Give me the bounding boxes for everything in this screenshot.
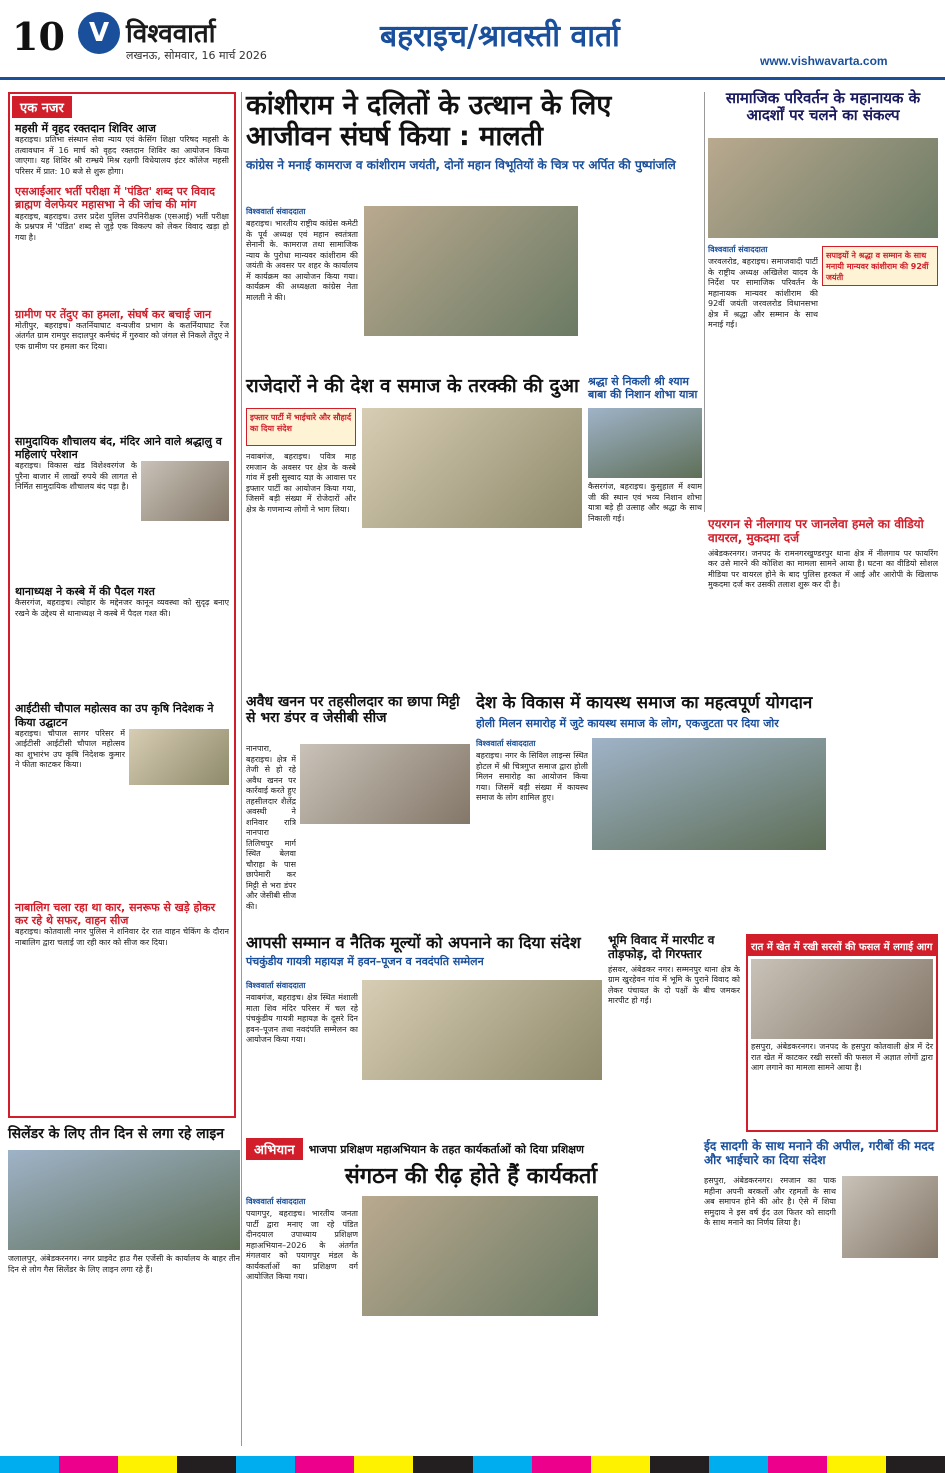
gayatri-col1	[246, 980, 358, 1143]
kayasth-body: बहराइच। नगर के सिविल लाइन्स स्थित होटल में श्री चित्रगुप्त समाज द्वारा होली मिलन समारोह का आयोजन किया गया। जिसमें बड़ी संख्या में कायस्थ समाज के लोग शामिल हुए।	[476, 751, 588, 802]
brief-headline: ग्रामीण पर तेंदुए का हमला, संघर्ष कर बचाई जान	[15, 307, 212, 321]
brief-headline: महसी में वृहद रक्तदान शिविर आज	[15, 122, 156, 135]
gayatri-photo	[362, 980, 602, 1080]
brief-headline: एसआईआर भर्ती परीक्षा में 'पंडित' शब्द पर विवाद ब्राह्मण वेलफेयर महासभा ने की जांच की मांग	[15, 185, 215, 212]
brief-body: बहराइच। प्रतिभा संस्थान सेवा न्याय एवं केसिंग शिक्षा परिषद महसी के तत्वावधान में 16 मार्च को वृहद रक्तदान शिविर का आयोजन किया जाएगा। यह शिविर श्री राम्भ्रये मिश्र रक्षगी विधेयालय इंटर कॉलेज महसी परिसर में प्रात: 10 बजे से शुरू होगा।	[15, 135, 229, 176]
rt-body-col2	[822, 292, 938, 512]
kayasth-body-col2	[592, 854, 826, 926]
right-top-story	[708, 90, 938, 125]
abhiyan-kicker: भाजपा प्रशिक्षण महाअभियान के तहत कार्यकर्ताओं को दिया प्रशिक्षण	[308, 1142, 585, 1156]
gayatri-headline: आपसी सम्मान व नैतिक मूल्यों को अपनाने का दिया संदेश	[246, 933, 581, 952]
khet-body: हसपुरा, अंबेडकरनगर। जनपद के हसपुरा कोतवाली क्षेत्र में देर रात खेत में काटकर रखी सरसों की फसल में अज्ञात लोगों द्वारा आग लगाने का मामला सामने आया है।	[751, 1042, 933, 1072]
lead-byline: विश्ववार्ता संवाददाता	[246, 207, 306, 216]
color-swatch	[295, 1456, 354, 1473]
cylinder-headline: सिलेंडर के लिए तीन दिन से लगा रहे लाइन	[8, 1126, 224, 1142]
color-swatch	[236, 1456, 295, 1473]
masthead	[0, 0, 945, 80]
bhoomi-body: हंसवर, अंबेडकर नगर। सम्मनपुर थाना क्षेत्र के ग्राम खुरहेवन गांव में भूमि के पुराने विवाद को लेकर पंचायत के दो पक्षों के बीच जमकर मारपीट हो गई।	[608, 964, 740, 1006]
rajedar-caption: इफ्तार पार्टी में भाईचारे और सौहार्द का दिया संदेश	[246, 408, 356, 446]
brief-body: बहराइच। चौपाल सागर परिसर में आईटीसी आईटीसी चौपाल महोत्सव का शुभारंभ उप कृषि निदेशक कुमार ने फीता काटकर किया।	[15, 728, 125, 770]
eid-headline: ईद सादगी के साथ मनाने की अपील, गरीबों की मदद और भाईचारे का दिया संदेश	[704, 1139, 935, 1167]
ayargan-story	[708, 518, 938, 689]
lead-body: बहराइच। भारतीय राष्ट्रीय कांग्रेस कमेटी के पूर्व अध्यक्ष एवं महान स्वतंत्रता सेनानी के. कामराज तथा सामाजिक न्याय के पुरोधा मान्यवर कांशीराम की जयंती के अवसर पर शहर के कार्यालय में कार्यक्रम का आयोजन किया गया। कार्यक्रम की अध्यक्षता कांग्रेस नेता मालती ने की।	[246, 219, 358, 302]
color-swatch	[827, 1456, 886, 1473]
abhiyan-photo	[362, 1196, 598, 1316]
color-swatch	[0, 1456, 59, 1473]
color-swatch	[59, 1456, 118, 1473]
shobha-headline: श्रद्धा से निकली श्री श्याम बाबा की निशान शोभा यात्रा	[588, 375, 698, 401]
rt-byline: विश्ववार्ता संवाददाता	[708, 245, 768, 254]
lead-body-area	[246, 206, 702, 372]
color-swatch	[532, 1456, 591, 1473]
lead-subhead: कांग्रेस ने मनाई कामराज व कांशीराम जयंती, दोनों महान विभूतियों के चित्र पर अर्पित की पुष्पांजलि	[246, 158, 676, 173]
brief-body: मोतीपुर, बहराइच। कतर्नियाघाट वन्यजीव प्रभाग के कतर्नियाघाट रेंज अंतर्गत ग्राम रामपुर सदालपुर कर्मचंद में गुरुवार को जंगल से निकले तेंदुए ने एक ग्रामीण पर हमला कर दिया।	[15, 320, 229, 351]
rajedar-body: नवाबगंज, बहराइच। पवित्र माह रमजान के अवसर पर क्षेत्र के कस्बे गांव में इसी सुस्वाद यज्ञ के आवास पर इफ्तार पार्टी का आयोजन किया गया, जिसमें बड़ी संख्या में रोजेदारों और क्षेत्र के गणमान्य लोगों ने भाग लिया।	[246, 452, 356, 514]
brief-body: बहराइच। कोतवाली नगर पुलिस ने शनिवार देर रात वाहन चेकिंग के दौरान नाबालिग द्वारा चलाई जा रही कार को सीज कर दिया।	[15, 927, 229, 947]
color-swatch	[650, 1456, 709, 1473]
rt-caption: सपाइयों ने श्रद्धा व सम्मान के साथ मनायी मान्यवर कांशीराम की 92वीं जयंती	[822, 246, 938, 286]
eid-body-col2	[704, 1264, 938, 1450]
ayargan-headline: एयरगन से नीलगाय पर जानलेवा हमले का वीडियो वायरल, मुकदमा दर्ज	[708, 517, 924, 545]
eid-portrait-photo	[842, 1176, 938, 1258]
lead-photo	[364, 206, 578, 336]
toilet-photo	[141, 461, 229, 521]
bhoomi-headline: भूमि विवाद में मारपीट व तोड़फोड़, दो गिरफ्तार	[608, 933, 715, 961]
gayatri-story	[246, 934, 602, 969]
kayasth-body-col3	[830, 738, 938, 926]
abhiyan-kicker-row	[246, 1140, 696, 1158]
shobha-body: कैसरगंज, बहराइच। कुसुहाल में श्याम जी की स्थान एवं भव्य निशान शोभा यात्रा बड़े ही उत्साह और श्रद्धा के साथ निकाली गई।	[588, 482, 702, 523]
cylinder-story	[8, 1126, 240, 1142]
avaidh-headline: अवैध खनन पर तहसीलदार का छापा मिट्टी से भरा डंपर व जेसीबी सीज	[246, 694, 460, 727]
color-swatch	[413, 1456, 472, 1473]
left-news-column	[8, 92, 236, 1118]
brand-logo-icon: V	[78, 12, 120, 54]
eid-story	[704, 1140, 938, 1168]
kayasth-story	[476, 694, 938, 731]
brief-body: बहराइच, बहराइच। उत्तर प्रदेश पुलिस उपनिरीक्षक (एसआई) भर्ती परीक्षा के प्रश्नपत्र में 'पंडित' शब्द से जुड़े एक विकल्प को लेकर विवाद खड़ा हो गया है।	[15, 211, 229, 242]
rt-byline-wrap	[708, 244, 818, 517]
gayatri-body: नवाबगंज, बहराइच। क्षेत्र स्थित मंशाली माता शिव मंदिर परिसर में चल रहे पंचकुंडीय गायत्री महायज्ञ के दूसरे दिन हवन–पूजन तथा नवदंपति सम्मेलन का आयोजन किया गया।	[246, 993, 358, 1044]
kayasth-subhead: होली मिलन समारोह में जुटे कायस्थ समाज के लोग, एकजुटता पर दिया जोर	[476, 716, 779, 730]
color-swatch	[709, 1456, 768, 1473]
brief-headline: आईटीसी चौपाल महोत्सव का उप कृषि निदेशक ने किया उद्घाटन	[15, 702, 214, 729]
print-color-strip	[0, 1456, 945, 1473]
brief-body: बहराइच। विकास खंड विशेश्वरगंज के पुरैना बाजार में लाखों रुपये की लागत से निर्मित सामुदायिक शौचालय बंद पड़ा है।	[15, 461, 137, 492]
cylinder-photo	[8, 1150, 240, 1250]
kayasth-byline: विश्ववार्ता संवाददाता	[476, 739, 536, 748]
abhiyan-col1	[246, 1196, 358, 1449]
color-swatch	[177, 1456, 236, 1473]
rt-headline: सामाजिक परिवर्तन के महानायक के आदर्शों पर चलने का संकल्प	[725, 89, 921, 125]
ayargan-body: अंबेडकरनगर। जनपद के रामनगरखुण्डरपुर थाना क्षेत्र में नीलगाय पर फायरिंग कर उसे मारने की कोशिश का मामला सामने आया है। घटना का वीडियो सोशल मीडिया पर वायरल होने के बाद पुलिस हरकत में आई और आरोपी के खिलाफ मुकदमा दर्ज कर उसकी तलाश शुरू कर दी है।	[708, 548, 938, 590]
shobha-story	[588, 376, 702, 401]
brief-headline: थानाध्यक्ष ने कस्बे में की पैदल गश्त	[15, 585, 155, 599]
website-link[interactable]: www.vishwavarta.com	[760, 54, 888, 68]
shobha-photo	[588, 408, 702, 478]
khet-headline: रात में खेत में रखी सरसों की फसल में लगाई आग	[748, 936, 936, 956]
column-divider	[704, 92, 705, 512]
color-swatch	[768, 1456, 827, 1473]
dateline: लखनऊ, सोमवार, 16 मार्च 2026	[126, 49, 267, 62]
color-swatch	[118, 1456, 177, 1473]
rajedar-story	[246, 376, 582, 398]
abhiyan-byline: विश्ववार्ता संवाददाता	[246, 1197, 306, 1206]
avaidh-story	[246, 694, 470, 726]
color-swatch	[591, 1456, 650, 1473]
rajedar-body-col2	[362, 534, 582, 688]
eid-body: हसपुरा, अंबेडकरनगर। रमजान का पाक महीना अपनी बरकतों और रहमतों के साथ अब समापन होने की ओर है। ऐसे में शिया समुदाय ने इस वर्ष ईद उल फितर को सादगी के साथ मनाने का निर्णय लिया है।	[704, 1176, 836, 1227]
page-number: 10	[12, 14, 65, 59]
lead-headline: कांशीराम ने दलितों के उत्थान के लिए आजीवन संघर्ष किया : मालती	[246, 90, 612, 153]
color-swatch	[354, 1456, 413, 1473]
bhoomi-story	[608, 934, 740, 1135]
lead-body-col3	[584, 206, 702, 372]
cylinder-body: जलालपुर, अंबेडकरनगर। नगर प्राइवेट हाउ गैस एजेंसी के कार्यालय के बाहर तीन दिन से लोग गैस सिलेंडर के लिए लाइन लगा रहे हैं।	[8, 1254, 240, 1274]
brief-body: कैसरगंज, बहराइच। त्योहार के मद्देनजर कानून व्यवस्था को सुदृढ़ बनाए रखने के उद्देश्य से थानाध्यक्ष ने कस्बे में पैदल गश्त की।	[15, 598, 229, 618]
rt-body: जरवलरोड, बहराइच। समाजवादी पार्टी के राष्ट्रीय अध्यक्ष अखिलेश यादव के निर्देश पर सामाजिक परिवर्तन के महानायक मान्यवर कांशीराम की 92वीं जयंती जरवलरोड विधानसभा क्षेत्र में श्रद्धा और सम्मान के साथ मनाई गई।	[708, 257, 818, 329]
lead-story	[246, 90, 702, 173]
brand-name: विश्ववार्ता	[126, 19, 216, 49]
abhiyan-body: पयागपुर, बहराइच। भारतीय जनता पार्टी द्वारा मनाए जा रहे पंडित दीनदयाल उपाध्याय प्रशिक्षण महाअभियान–2026 के अंतर्गत मंगलवार को पयागपुर मंडल के कार्यकर्ताओं का प्रशिक्षण वर्ग आयोजित किया गया।	[246, 1209, 358, 1281]
color-swatch	[886, 1456, 945, 1473]
brief-body-continued	[15, 807, 229, 897]
kayasth-headline: देश के विकास में कायस्थ समाज का महत्वपूर्ण योगदान	[476, 693, 813, 713]
rajedar-headline: राजेदारों ने की देश व समाज के तरक्की की दुआ	[246, 375, 579, 397]
gayatri-subhead: पंचकुंडीय गायत्री महायज्ञ में हवन–पूजन व नवदंपति सम्मेलन	[246, 955, 484, 969]
rt-photo	[708, 138, 938, 238]
color-swatch	[473, 1456, 532, 1473]
brief-headline: सामुदायिक शौचालय बंद, मंदिर आने वाले श्रद्धालु व महिलाएं परेशान	[15, 434, 222, 461]
brief-headline: नाबालिग चला रहा था कार, सनरूफ से खड़े होकर कर रहे थे सफर, वाहन सीज	[15, 900, 216, 927]
abhiyan-headline: संगठन की रीढ़ होते हैं कार्यकर्ता	[344, 1164, 598, 1189]
avaidh-body: नानपारा, बहराइच। क्षेत्र में तेजी से हो रहे अवैध खनन पर कार्रवाई करते हुए तहसीलदार शैलेंद्र अवस्थी ने शनिवार रात्रि नानपारा तिलिचपुर मार्ग स्थित बेलवा चौराहा के पास छापेमारी कर मिट्टी से भरा डंपर और जेसीबी सीज की।	[246, 744, 296, 911]
ek-nazar-tag: एक नजर	[12, 96, 72, 118]
abhiyan-story	[246, 1164, 696, 1189]
abhiyan-tag: अभियान	[246, 1138, 303, 1160]
abhiyan-body-col2	[362, 1320, 598, 1450]
chaupal-photo	[129, 729, 229, 785]
khet-photo	[751, 959, 933, 1039]
section-title: बहराइच/श्रावस्ती वार्ता	[380, 19, 620, 54]
lead-body-col2	[364, 340, 578, 372]
column-divider	[241, 92, 242, 1446]
kayasth-col1	[476, 738, 588, 931]
avaidh-photo	[300, 744, 470, 824]
khet-story	[746, 934, 938, 1132]
kayasth-photo	[592, 738, 826, 850]
rajedar-photo	[362, 408, 582, 528]
avaidh-body-col2	[300, 828, 470, 926]
gayatri-body-col2	[362, 1084, 602, 1132]
gayatri-byline: विश्ववार्ता संवाददाता	[246, 981, 306, 990]
abhiyan-body-col3	[604, 1196, 696, 1450]
